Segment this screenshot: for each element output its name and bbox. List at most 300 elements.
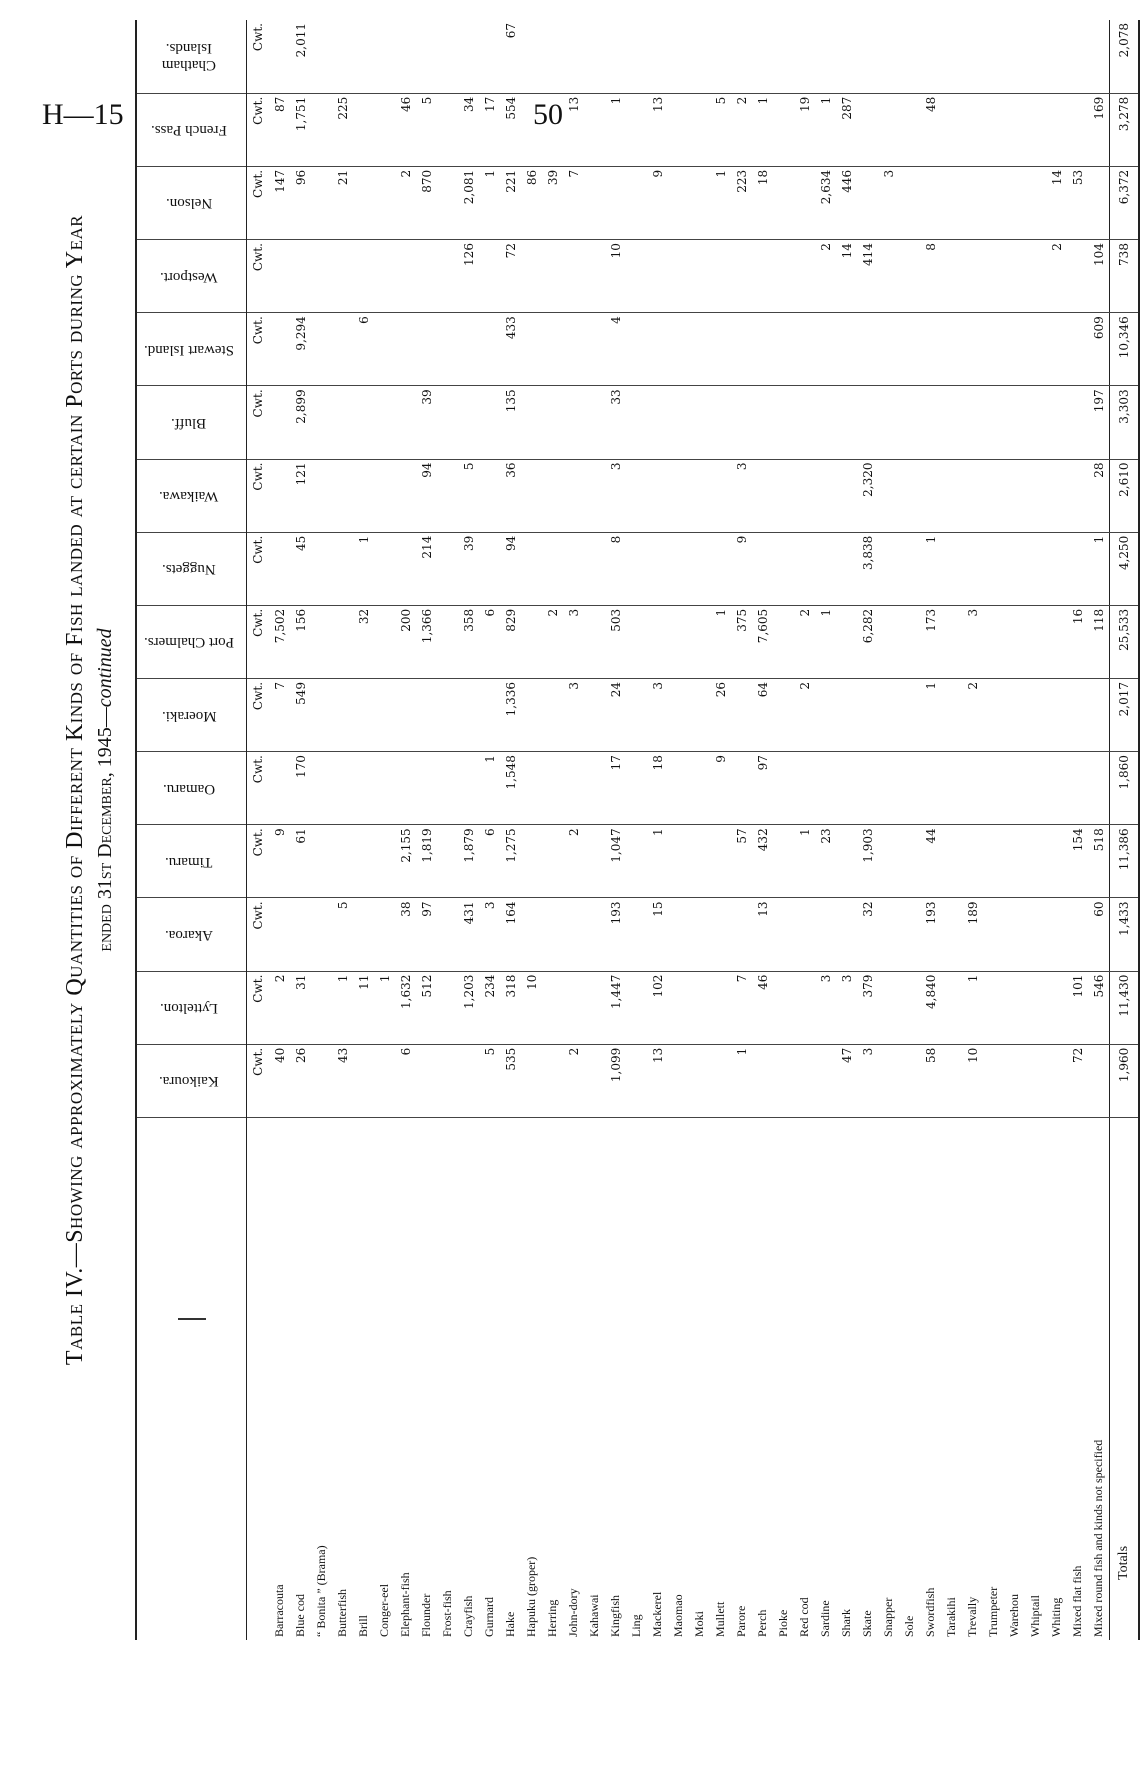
quantity-cell: [521, 752, 542, 825]
quantity-cell: [311, 313, 332, 386]
quantity-cell: [1004, 605, 1025, 678]
quantity-cell: [332, 678, 353, 751]
quantity-cell: 126: [458, 240, 479, 313]
quantity-cell: [584, 20, 605, 93]
port-name: Stewart Island.: [144, 341, 234, 358]
quantity-cell: [962, 240, 983, 313]
fish-kind-label: Mackerel: [650, 1591, 664, 1637]
quantity-cell: [668, 386, 689, 459]
total-cell: 10,346: [1110, 313, 1140, 386]
table-subtitle: [94, 0, 117, 1610]
quantity-cell: [731, 20, 752, 93]
quantity-cell: 1: [1088, 532, 1110, 605]
quantity-cell: [311, 752, 332, 825]
table-row: [353, 20, 374, 1640]
quantity-cell: 10: [521, 971, 542, 1044]
quantity-cell: [983, 166, 1004, 239]
quantity-cell: [311, 898, 332, 971]
port-column-header: [136, 971, 247, 1044]
quantity-cell: [731, 898, 752, 971]
quantity-cell: [437, 166, 458, 239]
quantity-cell: [584, 459, 605, 532]
quantity-cell: [1004, 386, 1025, 459]
quantity-cell: 2: [563, 825, 584, 898]
quantity-cell: [437, 20, 458, 93]
quantity-cell: 17: [605, 752, 626, 825]
port-name: Nuggets.: [162, 561, 216, 578]
quantity-cell: [962, 386, 983, 459]
quantity-cell: [815, 20, 836, 93]
quantity-cell: [731, 313, 752, 386]
fish-kind-label: Barracouta: [272, 1584, 286, 1637]
quantity-cell: [353, 240, 374, 313]
quantity-cell: [1046, 532, 1067, 605]
quantity-cell: [353, 386, 374, 459]
quantity-cell: [710, 313, 731, 386]
quantity-cell: 1: [605, 93, 626, 166]
quantity-cell: 829: [500, 605, 521, 678]
quantity-cell: [794, 240, 815, 313]
quantity-cell: [584, 825, 605, 898]
quantity-cell: [689, 898, 710, 971]
quantity-cell: [416, 20, 437, 93]
quantity-cell: [731, 752, 752, 825]
quantity-cell: [668, 313, 689, 386]
quantity-cell: 8: [605, 532, 626, 605]
quantity-cell: [689, 459, 710, 532]
quantity-cell: [878, 971, 899, 1044]
quantity-cell: 43: [332, 1044, 353, 1117]
port-column-header: [136, 825, 247, 898]
quantity-cell: [878, 605, 899, 678]
quantity-cell: [374, 166, 395, 239]
quantity-cell: [1046, 313, 1067, 386]
quantity-cell: [1025, 166, 1046, 239]
quantity-cell: 2,634: [815, 166, 836, 239]
quantity-cell: 431: [458, 898, 479, 971]
fish-kind-label: Sardine: [818, 1600, 832, 1637]
fish-kind-label: Hake: [503, 1611, 517, 1637]
quantity-cell: [311, 971, 332, 1044]
quantity-cell: [395, 459, 416, 532]
quantity-cell: [752, 313, 773, 386]
fish-kind-label: Whiting: [1049, 1597, 1063, 1637]
quantity-cell: 9: [731, 532, 752, 605]
quantity-cell: 86: [521, 166, 542, 239]
quantity-cell: 58: [920, 1044, 941, 1117]
totals-row: [1110, 20, 1140, 1640]
quantity-cell: [269, 240, 290, 313]
quantity-cell: [542, 532, 563, 605]
fish-kind-label: “ Bonita ” (Brama): [314, 1545, 328, 1637]
quantity-cell: [668, 898, 689, 971]
quantity-cell: [647, 240, 668, 313]
port-name: Timaru.: [165, 853, 213, 870]
quantity-cell: [941, 166, 962, 239]
quantity-cell: 2: [395, 166, 416, 239]
quantity-cell: 318: [500, 971, 521, 1044]
quantity-cell: [353, 898, 374, 971]
quantity-cell: 46: [395, 93, 416, 166]
unit-cell: Cwt.: [247, 752, 270, 825]
quantity-cell: 2,320: [857, 459, 878, 532]
unit-cell: Cwt.: [247, 971, 270, 1044]
quantity-cell: [332, 459, 353, 532]
quantity-cell: [773, 678, 794, 751]
quantity-cell: [899, 93, 920, 166]
quantity-cell: 61: [290, 825, 311, 898]
quantity-cell: [626, 1044, 647, 1117]
quantity-cell: 7: [731, 971, 752, 1044]
quantity-cell: [311, 1044, 332, 1117]
quantity-cell: 72: [1067, 1044, 1088, 1117]
port-column-header: [136, 386, 247, 459]
quantity-cell: [1004, 825, 1025, 898]
quantity-cell: [269, 20, 290, 93]
fish-kind-label: Sole: [902, 1615, 916, 1637]
quantity-cell: 72: [500, 240, 521, 313]
fish-kind-label: Mixed round fish and kinds not specified: [1091, 1439, 1105, 1637]
quantity-cell: [479, 459, 500, 532]
fish-kind-cell: [479, 1117, 500, 1640]
unit-cell: Cwt.: [247, 240, 270, 313]
quantity-cell: [752, 240, 773, 313]
quantity-cell: [269, 898, 290, 971]
quantity-cell: 1,047: [605, 825, 626, 898]
quantity-cell: 6: [353, 313, 374, 386]
fish-kind-cell: [1004, 1117, 1025, 1640]
quantity-cell: 193: [605, 898, 626, 971]
fish-kind-cell: [605, 1117, 626, 1640]
quantity-cell: [584, 678, 605, 751]
unit-cell: Cwt.: [247, 1044, 270, 1117]
unit-cell: Cwt.: [247, 313, 270, 386]
quantity-cell: 19: [794, 93, 815, 166]
quantity-cell: [563, 532, 584, 605]
quantity-cell: 2: [794, 678, 815, 751]
table-subtitle-text: ended 31st December, 1945—: [94, 707, 116, 952]
quantity-cell: [626, 166, 647, 239]
quantity-cell: [584, 386, 605, 459]
quantity-cell: 13: [563, 93, 584, 166]
quantity-cell: [689, 678, 710, 751]
quantity-cell: [395, 20, 416, 93]
quantity-cell: 221: [500, 166, 521, 239]
quantity-cell: 3: [731, 459, 752, 532]
quantity-cell: 104: [1088, 240, 1110, 313]
quantity-cell: [1004, 166, 1025, 239]
quantity-cell: 549: [290, 678, 311, 751]
quantity-cell: 10: [962, 1044, 983, 1117]
quantity-cell: 1,366: [416, 605, 437, 678]
quantity-cell: [794, 386, 815, 459]
fish-kind-label: Gurnard: [482, 1597, 496, 1637]
quantity-cell: [1046, 752, 1067, 825]
quantity-cell: [668, 20, 689, 93]
quantity-cell: [1067, 898, 1088, 971]
fish-kind-label: John-dory: [566, 1588, 580, 1637]
quantity-cell: [920, 166, 941, 239]
fish-kind-cell: [668, 1117, 689, 1640]
quantity-cell: [584, 93, 605, 166]
quantity-cell: 234: [479, 971, 500, 1044]
fish-kind-cell: [1088, 1117, 1110, 1640]
quantity-cell: 4: [605, 313, 626, 386]
quantity-cell: [626, 313, 647, 386]
quantity-cell: [458, 313, 479, 386]
quantity-cell: [1046, 605, 1067, 678]
port-name: Nelson.: [165, 195, 213, 212]
fish-kind-cell: [1067, 1117, 1088, 1640]
table-row: [1004, 20, 1025, 1640]
total-cell: 738: [1110, 240, 1140, 313]
quantity-cell: [668, 240, 689, 313]
quantity-cell: 32: [353, 605, 374, 678]
fish-kind-cell: [710, 1117, 731, 1640]
fish-kind-cell: [815, 1117, 836, 1640]
quantity-cell: [1025, 313, 1046, 386]
quantity-cell: [353, 678, 374, 751]
table-row: [773, 20, 794, 1640]
quantity-cell: [983, 240, 1004, 313]
table-row: [605, 20, 626, 1640]
quantity-cell: [353, 1044, 374, 1117]
quantity-cell: 3: [962, 605, 983, 678]
quantity-cell: 503: [605, 605, 626, 678]
quantity-cell: [1004, 313, 1025, 386]
quantity-cell: [1067, 386, 1088, 459]
table-row: [563, 20, 584, 1640]
quantity-cell: [857, 166, 878, 239]
quantity-cell: [773, 313, 794, 386]
quantity-cell: [311, 678, 332, 751]
quantity-cell: [983, 313, 1004, 386]
total-cell: 6,372: [1110, 166, 1140, 239]
quantity-cell: [311, 532, 332, 605]
quantity-cell: [374, 1044, 395, 1117]
quantity-cell: 24: [605, 678, 626, 751]
quantity-cell: [563, 313, 584, 386]
quantity-cell: [542, 752, 563, 825]
total-cell: 2,610: [1110, 459, 1140, 532]
quantity-cell: [962, 459, 983, 532]
quantity-cell: [710, 386, 731, 459]
quantity-cell: [290, 240, 311, 313]
quantity-cell: [416, 752, 437, 825]
quantity-cell: [731, 678, 752, 751]
quantity-cell: [941, 898, 962, 971]
quantity-cell: [836, 898, 857, 971]
quantity-cell: 1: [353, 532, 374, 605]
fish-kind-label: Skate: [860, 1610, 874, 1637]
quantity-cell: [626, 605, 647, 678]
fish-kind-cell: [521, 1117, 542, 1640]
quantity-cell: [374, 240, 395, 313]
quantity-cell: 554: [500, 93, 521, 166]
table-row: [500, 20, 521, 1640]
fish-kind-cell: [584, 1117, 605, 1640]
fish-kind-label: Tarakihi: [944, 1597, 958, 1637]
table-row: [479, 20, 500, 1640]
quantity-cell: 3: [815, 971, 836, 1044]
quantity-cell: [857, 20, 878, 93]
quantity-cell: [962, 166, 983, 239]
quantity-cell: [416, 313, 437, 386]
quantity-cell: [794, 898, 815, 971]
port-name: Kaikoura.: [159, 1073, 219, 1090]
quantity-cell: [395, 240, 416, 313]
quantity-cell: [836, 678, 857, 751]
quantity-cell: [479, 20, 500, 93]
quantity-cell: 2: [815, 240, 836, 313]
quantity-cell: [689, 605, 710, 678]
table-row: [290, 20, 311, 1640]
quantity-cell: [794, 459, 815, 532]
fish-kind-cell: [563, 1117, 584, 1640]
quantity-cell: 1,819: [416, 825, 437, 898]
quantity-cell: [773, 1044, 794, 1117]
quantity-cell: [794, 20, 815, 93]
quantity-cell: 1: [920, 678, 941, 751]
table-row: [1088, 20, 1110, 1640]
fish-kind-label: Maomao: [671, 1594, 685, 1637]
quantity-cell: [437, 605, 458, 678]
quantity-cell: [668, 678, 689, 751]
unit-cell: Cwt.: [247, 93, 270, 166]
quantity-cell: [794, 532, 815, 605]
quantity-cell: [626, 240, 647, 313]
quantity-cell: 31: [290, 971, 311, 1044]
quantity-cell: [983, 532, 1004, 605]
unit-cell: Cwt.: [247, 825, 270, 898]
quantity-cell: [731, 240, 752, 313]
quantity-cell: [815, 898, 836, 971]
quantity-cell: 1: [479, 166, 500, 239]
quantity-cell: [815, 313, 836, 386]
quantity-cell: [1088, 678, 1110, 751]
quantity-cell: [542, 20, 563, 93]
quantity-cell: [752, 386, 773, 459]
quantity-cell: [479, 678, 500, 751]
quantity-cell: [332, 20, 353, 93]
quantity-cell: 13: [647, 1044, 668, 1117]
table-row: [941, 20, 962, 1640]
port-name: Lyttelton.: [160, 1000, 218, 1017]
quantity-cell: 47: [836, 1044, 857, 1117]
unit-row-label: [247, 1117, 270, 1640]
quantity-cell: [878, 1044, 899, 1117]
total-cell: 2,078: [1110, 20, 1140, 93]
table-title: Table IV.—Showing approximately Quantities of Different Kinds of Fish landed at certain Ports during Year: [62, 214, 88, 1366]
quantity-cell: [836, 532, 857, 605]
quantity-cell: 102: [647, 971, 668, 1044]
quantity-cell: [626, 678, 647, 751]
quantity-cell: 26: [710, 678, 731, 751]
quantity-cell: [1025, 971, 1046, 1044]
quantity-cell: 1: [332, 971, 353, 1044]
quantity-cell: 1: [815, 605, 836, 678]
quantity-cell: [920, 752, 941, 825]
quantity-cell: [584, 240, 605, 313]
fish-kind-label: Trevally: [965, 1596, 979, 1637]
quantity-cell: [878, 240, 899, 313]
quantity-cell: [899, 386, 920, 459]
quantity-cell: 94: [500, 532, 521, 605]
quantity-cell: 5: [710, 93, 731, 166]
quantity-cell: [836, 313, 857, 386]
fish-kind-label: Whiptail: [1028, 1595, 1042, 1637]
quantity-cell: [563, 971, 584, 1044]
quantity-cell: [689, 240, 710, 313]
quantity-cell: 7: [269, 678, 290, 751]
quantity-cell: 4,840: [920, 971, 941, 1044]
quantity-cell: 9: [647, 166, 668, 239]
quantity-cell: [1088, 752, 1110, 825]
quantity-cell: [941, 971, 962, 1044]
quantity-cell: 2: [962, 678, 983, 751]
quantity-cell: [479, 313, 500, 386]
quantity-cell: [437, 1044, 458, 1117]
quantity-cell: [899, 678, 920, 751]
quantity-cell: [878, 532, 899, 605]
quantity-cell: 1,632: [395, 971, 416, 1044]
quantity-cell: [1025, 459, 1046, 532]
table-row: [584, 20, 605, 1640]
quantity-cell: [437, 386, 458, 459]
table-row: [416, 20, 437, 1640]
quantity-cell: [458, 20, 479, 93]
quantity-cell: 1,099: [605, 1044, 626, 1117]
quantity-cell: [395, 752, 416, 825]
quantity-cell: [542, 825, 563, 898]
quantity-cell: [458, 752, 479, 825]
quantity-cell: [647, 386, 668, 459]
quantity-cell: [983, 825, 1004, 898]
quantity-cell: 101: [1067, 971, 1088, 1044]
quantity-cell: [689, 532, 710, 605]
quantity-cell: [374, 20, 395, 93]
quantity-cell: [1004, 93, 1025, 166]
quantity-cell: 197: [1088, 386, 1110, 459]
quantity-cell: 200: [395, 605, 416, 678]
port-name: French Pass.: [151, 122, 227, 139]
fish-kind-cell: [941, 1117, 962, 1640]
quantity-cell: [542, 1044, 563, 1117]
fish-kind-cell: [836, 1117, 857, 1640]
quantity-cell: 3: [857, 1044, 878, 1117]
quantity-cell: [710, 825, 731, 898]
quantity-cell: 8: [920, 240, 941, 313]
header-rule-mark: [178, 1318, 206, 1320]
quantity-cell: [710, 898, 731, 971]
quantity-cell: [710, 20, 731, 93]
quantity-cell: [605, 20, 626, 93]
fish-kind-cell: [857, 1117, 878, 1640]
quantity-cell: [521, 678, 542, 751]
quantity-cell: [269, 386, 290, 459]
quantity-cell: [857, 386, 878, 459]
quantity-cell: [773, 93, 794, 166]
table-row: [857, 20, 878, 1640]
quantity-cell: [689, 971, 710, 1044]
quantity-cell: [1004, 752, 1025, 825]
quantity-cell: 40: [269, 1044, 290, 1117]
quantity-cell: 121: [290, 459, 311, 532]
quantity-cell: [584, 166, 605, 239]
quantity-cell: 2,011: [290, 20, 311, 93]
quantity-cell: 2: [794, 605, 815, 678]
quantity-cell: [857, 93, 878, 166]
